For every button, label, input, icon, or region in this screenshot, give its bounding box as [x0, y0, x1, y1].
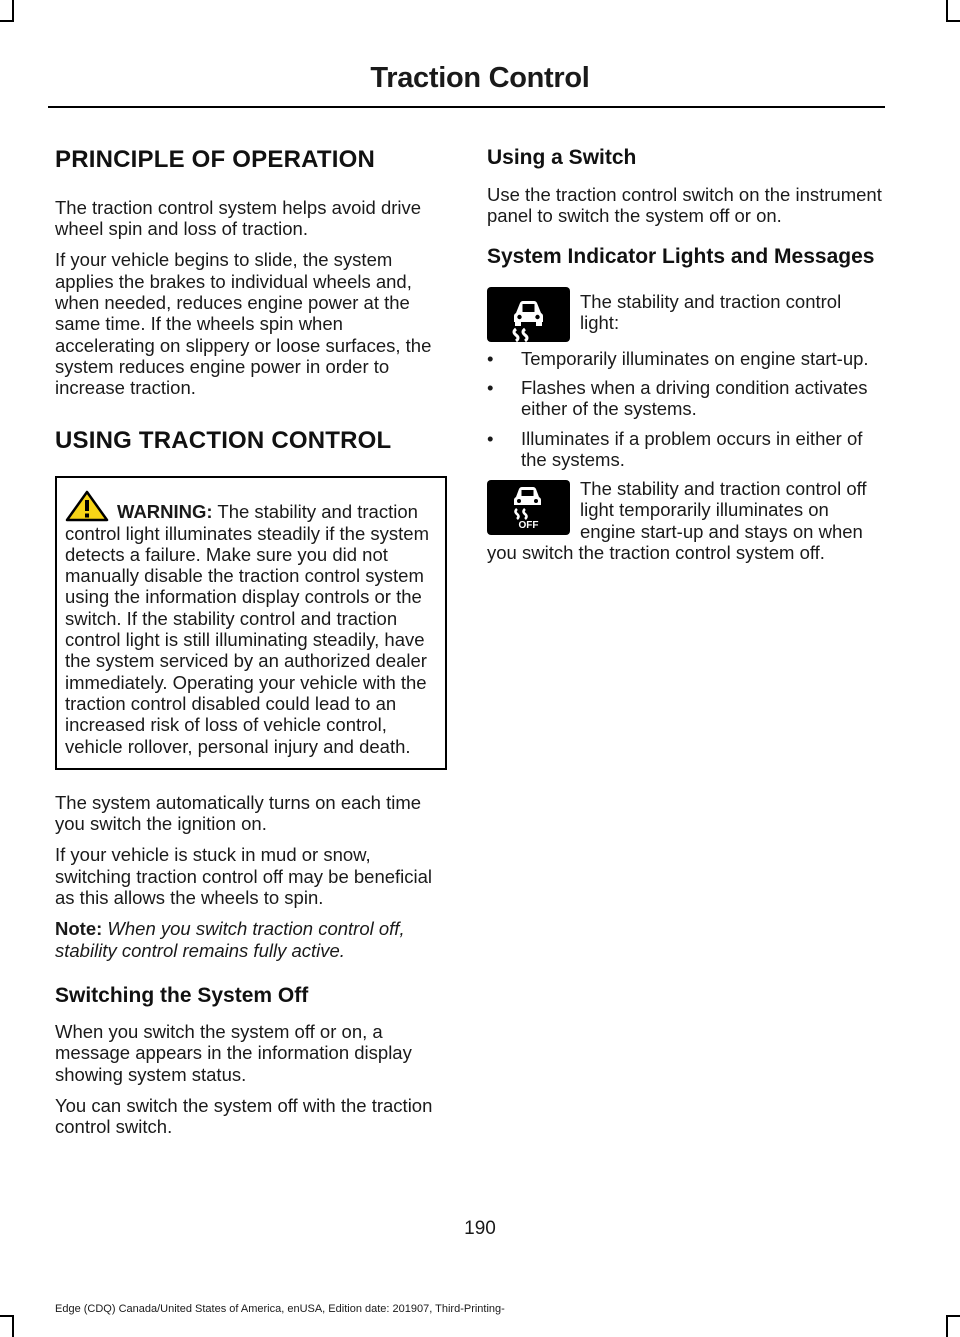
- crop-mark: [12, 0, 14, 20]
- left-column: [55, 146, 447, 1147]
- indicator-bullet-list: [487, 348, 882, 470]
- using-heading: USING TRACTION CONTROL: [55, 427, 392, 455]
- using-paragraph-1: The system automatically turns on each time you switch the ignition on.: [55, 791, 422, 835]
- bullet-glyph: •: [487, 427, 494, 449]
- traction-control-light-icon: [487, 287, 570, 342]
- footer-edition-info: Edge (CDQ) Canada/United States of America, enUSA, Edition date: 201907, Third-Printing-: [55, 1303, 505, 1315]
- using-switch-heading: Using a Switch: [487, 146, 637, 169]
- principle-paragraph-1: The traction control system helps avoid drive wheel spin and loss of traction.: [55, 196, 422, 240]
- warning-text: The stability and traction control light illuminates steadily if the system detects a failure. Make sure you did not manually disable the traction control system using the information display controls or the switch. If the stability control and traction control light is still illuminating steadily, have the system serviced by an authorized dealer immediately. Operating your vehicle with the traction control disabled could lead to an increased risk of loss of vehicle control, vehicle rollover, personal injury and death.: [65, 501, 429, 757]
- switching-off-heading: Switching the System Off: [55, 983, 309, 1007]
- using-paragraph-2: If your vehicle is stuck in mud or snow, switching traction control off may be beneficial as this allows the wheels to spin.: [55, 844, 433, 909]
- stability-light-block: [487, 285, 882, 334]
- bullet-glyph: •: [487, 347, 494, 369]
- list-item: • Flashes when a driving condition activates either of the systems.: [487, 376, 868, 420]
- page-number: 190: [464, 1218, 496, 1239]
- note-label: Note:: [55, 918, 103, 940]
- warning-label: WARNING:: [117, 501, 213, 523]
- right-column: [487, 146, 882, 573]
- crop-mark: [0, 1315, 14, 1317]
- bullet-glyph: •: [487, 376, 494, 398]
- crop-mark: [0, 20, 14, 22]
- stability-off-light-block: [487, 478, 882, 563]
- traction-control-off-light-icon: [487, 480, 570, 535]
- list-item: • Illuminates if a problem occurs in either of the systems.: [487, 427, 863, 470]
- crop-mark: [946, 1315, 960, 1317]
- switching-off-paragraph-2: You can switch the system off with the traction control switch.: [55, 1094, 433, 1138]
- crop-mark: [946, 20, 960, 22]
- switching-off-paragraph-1: When you switch the system off or on, a message appears in the information display showing system status.: [55, 1021, 412, 1085]
- stability-light-text: The stability and traction control light:: [580, 290, 842, 333]
- note: [55, 918, 447, 961]
- warning-triangle-icon: [65, 490, 109, 522]
- crop-mark: [946, 1315, 948, 1337]
- list-item: • Temporarily illuminates on engine start-up.: [487, 347, 869, 369]
- header-rule: [48, 106, 885, 108]
- crop-mark: [946, 0, 948, 20]
- warning-box: [55, 476, 447, 770]
- using-switch-paragraph: Use the traction control switch on the instrument panel to switch the system off or on.: [487, 184, 882, 227]
- page-title: Traction Control: [370, 62, 590, 94]
- principle-paragraph-2: If your vehicle begins to slide, the system applies the brakes to individual wheels and, when needed, reduces engine power at the same time. If the wheels spin when accelerating on slippery or loose surfaces, the system reduces engine power in order to increase traction.: [55, 249, 432, 399]
- off-icon-label: OFF: [518, 520, 539, 532]
- principle-heading: PRINCIPLE OF OPERATION: [55, 146, 375, 173]
- crop-mark: [12, 1315, 14, 1337]
- stability-off-light-text: The stability and traction control off light temporarily illuminates on engine start-up and stays on when you switch the traction control system off.: [487, 478, 867, 564]
- note-text: When you switch traction control off, stability control remains fully active.: [55, 918, 405, 961]
- indicators-heading: System Indicator Lights and Messages: [487, 244, 875, 268]
